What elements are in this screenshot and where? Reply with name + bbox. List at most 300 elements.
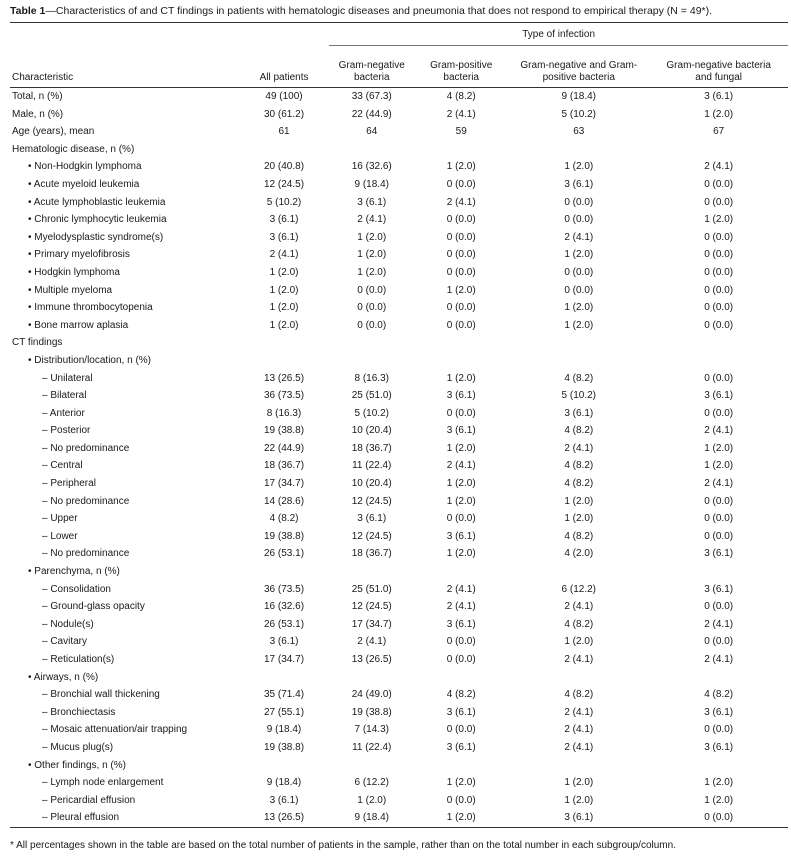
table-row — [10, 334, 788, 352]
row-value: 8 (16.3) — [266, 407, 302, 419]
table-row — [10, 563, 788, 581]
row-value: 2 (4.1) — [564, 741, 594, 753]
table-row — [10, 704, 788, 722]
row-value — [508, 757, 649, 775]
row-label: Age (years), mean — [12, 126, 95, 138]
row-label: – Bilateral — [42, 390, 87, 402]
row-value: 12 (24.5) — [351, 601, 392, 613]
row-value: 16 (32.6) — [264, 601, 305, 613]
table-row — [10, 651, 788, 669]
row-value: 2 (4.1) — [269, 249, 299, 261]
row-value: 0 (0.0) — [357, 302, 387, 314]
row-value: 0 (0.0) — [446, 513, 476, 525]
table-row — [10, 475, 788, 493]
row-value: 19 (38.8) — [264, 425, 305, 437]
row-label: – Bronchiectasis — [42, 706, 116, 718]
row-value: 19 (38.8) — [351, 706, 392, 718]
row-label: • Myelodysplastic syndrome(s) — [28, 231, 164, 243]
row-value: 0 (0.0) — [704, 495, 734, 507]
table-caption — [10, 4, 712, 18]
table-row — [10, 387, 788, 405]
row-label: • Parenchyma, n (%) — [28, 566, 120, 578]
row-label: Hematologic disease, n (%) — [12, 143, 135, 155]
row-value: 0 (0.0) — [446, 654, 476, 665]
table-label: Table 1 — [10, 5, 46, 17]
row-value: 1 (2.0) — [564, 302, 594, 314]
row-value: 0 (0.0) — [704, 601, 734, 613]
gram-negative-header: Gram-negative bacteria — [329, 46, 414, 88]
row-value: 0 (0.0) — [357, 319, 387, 331]
table-row — [10, 457, 788, 475]
row-value: 33 (67.3) — [351, 91, 392, 102]
row-value: 24 (49.0) — [351, 689, 392, 701]
row-value: 1 (2.0) — [564, 319, 594, 331]
row-label: – Cavitary — [42, 636, 88, 648]
table-row — [10, 141, 788, 159]
row-value: 0 (0.0) — [564, 196, 594, 208]
row-label: CT findings — [12, 337, 63, 349]
row-value: 17 (34.7) — [264, 654, 305, 665]
row-value: 2 (4.1) — [564, 442, 594, 454]
row-value: 4 (8.2) — [564, 618, 594, 630]
row-value: 3 (6.1) — [446, 425, 476, 437]
row-value: 2 (4.1) — [704, 478, 734, 490]
row-value: 4 (8.2) — [446, 689, 476, 701]
row-value — [329, 141, 414, 159]
row-value: 1 (2.0) — [357, 249, 387, 261]
row-value: 26 (53.1) — [264, 618, 305, 630]
row-value: 1 (2.0) — [446, 284, 476, 296]
gram-neg-fungal-header: Gram-negative bacteria and fungal — [649, 46, 788, 88]
row-value: 26 (53.1) — [264, 548, 305, 560]
row-value: 1 (2.0) — [446, 548, 476, 560]
row-value: 0 (0.0) — [564, 266, 594, 278]
row-value: 1 (2.0) — [704, 108, 734, 120]
row-value: 2 (4.1) — [357, 214, 387, 226]
table-row — [10, 545, 788, 563]
row-value — [414, 757, 508, 775]
row-label: Total, n (%) — [12, 91, 63, 102]
row-value: 0 (0.0) — [446, 794, 476, 806]
row-label: • Primary myelofibrosis — [28, 249, 130, 261]
table-row — [10, 581, 788, 599]
row-value: 14 (28.6) — [264, 495, 305, 507]
row-value — [414, 352, 508, 370]
table-row — [10, 106, 788, 124]
row-value — [329, 563, 414, 581]
table-row — [10, 370, 788, 388]
row-value: 0 (0.0) — [446, 266, 476, 278]
row-value: 2 (4.1) — [446, 196, 476, 208]
row-value: 3 (6.1) — [564, 407, 594, 419]
row-value: 1 (2.0) — [564, 777, 594, 789]
table-row — [10, 264, 788, 282]
row-value: 2 (4.1) — [446, 601, 476, 613]
row-label: • Hodgkin lymphoma — [28, 266, 120, 278]
row-value — [508, 334, 649, 352]
row-label: • Other findings, n (%) — [28, 759, 126, 771]
table-row — [10, 686, 788, 704]
row-value: 4 (8.2) — [564, 460, 594, 472]
table-row — [10, 422, 788, 440]
row-label: – Mosaic attenuation/air trapping — [42, 724, 188, 736]
row-value: 25 (51.0) — [351, 583, 392, 595]
row-value: 2 (4.1) — [564, 724, 594, 736]
row-value: 0 (0.0) — [446, 636, 476, 648]
row-value: 2 (4.1) — [564, 706, 594, 718]
table-row — [10, 123, 788, 141]
row-label: – Pleural effusion — [42, 812, 120, 824]
row-value: 2 (4.1) — [446, 108, 476, 120]
row-value: 4 (8.2) — [704, 689, 734, 701]
row-value: 0 (0.0) — [446, 724, 476, 736]
row-value — [239, 334, 329, 352]
row-value: 0 (0.0) — [704, 319, 734, 331]
row-value: 1 (2.0) — [446, 442, 476, 454]
row-value: 3 (6.1) — [446, 741, 476, 753]
characteristic-header: Characteristic — [12, 72, 74, 83]
row-value: 4 (8.2) — [564, 372, 594, 384]
row-value: 25 (51.0) — [351, 390, 392, 402]
row-value: 0 (0.0) — [357, 284, 387, 296]
row-value: 3 (6.1) — [704, 91, 734, 102]
row-value: 0 (0.0) — [704, 724, 734, 736]
row-value: 10 (20.4) — [351, 478, 392, 490]
row-label: – Consolidation — [42, 583, 111, 595]
row-label: – Nodule(s) — [42, 618, 94, 630]
row-label: – No predominance — [42, 442, 130, 454]
row-value — [508, 563, 649, 581]
row-value: 3 (6.1) — [446, 530, 476, 542]
row-value: 2 (4.1) — [704, 161, 734, 173]
row-value: 9 (18.4) — [354, 812, 389, 824]
row-value: 30 (61.2) — [264, 108, 305, 120]
table-row — [10, 352, 788, 370]
row-value: 0 (0.0) — [704, 284, 734, 296]
row-label: – Upper — [42, 513, 78, 525]
row-label: – Bronchial wall thickening — [42, 689, 160, 701]
row-value: 3 (6.1) — [269, 794, 299, 806]
row-value: 3 (6.1) — [269, 214, 299, 226]
row-value: 18 (36.7) — [351, 548, 392, 560]
row-value: 3 (6.1) — [269, 231, 299, 243]
table-row — [10, 739, 788, 757]
row-value: 0 (0.0) — [564, 214, 594, 226]
row-value: 2 (4.1) — [704, 425, 734, 437]
table-row — [10, 405, 788, 423]
row-value — [329, 352, 414, 370]
row-value: 1 (2.0) — [357, 794, 387, 806]
table-row — [10, 598, 788, 616]
row-value: 9 (18.4) — [266, 724, 302, 736]
row-label: – Peripheral — [42, 478, 96, 490]
row-value: 6 (12.2) — [561, 583, 596, 595]
row-value: 11 (22.4) — [352, 460, 392, 472]
row-value: 0 (0.0) — [446, 249, 476, 261]
row-value — [239, 563, 329, 581]
row-value — [414, 563, 508, 581]
row-value: 1 (2.0) — [564, 161, 594, 173]
row-value: 12 (24.5) — [351, 530, 392, 542]
row-value: 36 (73.5) — [264, 583, 305, 595]
row-value: 0 (0.0) — [446, 214, 476, 226]
row-value: 16 (32.6) — [351, 161, 392, 173]
row-value: 1 (2.0) — [269, 266, 299, 278]
row-label: • Immune thrombocytopenia — [28, 302, 153, 314]
row-value: 3 (6.1) — [446, 618, 476, 630]
row-value — [239, 141, 329, 159]
gram-positive-header: Gram-positive bacteria — [414, 46, 508, 88]
row-value: 5 (10.2) — [561, 108, 596, 120]
row-value: 3 (6.1) — [564, 812, 594, 824]
row-value — [508, 141, 649, 159]
row-value: 0 (0.0) — [446, 178, 476, 190]
row-value: 3 (6.1) — [704, 583, 734, 595]
row-value: 2 (4.1) — [446, 583, 476, 595]
row-value: 1 (2.0) — [446, 372, 476, 384]
row-value: 0 (0.0) — [704, 178, 734, 190]
table-row — [10, 299, 788, 317]
gram-neg-pos-header: Gram-negative and Gram- positive bacteria — [508, 46, 649, 88]
row-value: 1 (2.0) — [704, 460, 734, 472]
table-row — [10, 792, 788, 810]
row-value: 1 (2.0) — [564, 636, 594, 648]
row-value: 4 (8.2) — [564, 530, 594, 542]
row-label: – Mucus plug(s) — [42, 741, 114, 753]
row-value: 17 (34.7) — [264, 478, 305, 490]
row-value: 20 (40.8) — [264, 161, 305, 173]
row-value — [329, 757, 414, 775]
row-value: 1 (2.0) — [357, 266, 387, 278]
row-value: 6 (12.2) — [354, 777, 389, 789]
row-value: 1 (2.0) — [564, 249, 594, 261]
table-row — [10, 246, 788, 264]
row-value: 27 (55.1) — [264, 706, 305, 718]
row-label: – No predominance — [42, 548, 130, 560]
row-value: 13 (26.5) — [264, 372, 305, 384]
row-value — [414, 334, 508, 352]
row-value: 3 (6.1) — [357, 513, 387, 525]
row-value: 9 (18.4) — [354, 178, 389, 190]
row-value: 10 (20.4) — [351, 425, 392, 437]
row-value: 67 — [713, 126, 725, 138]
table-body — [10, 88, 788, 827]
row-label: – Lower — [42, 530, 78, 542]
row-value: 3 (6.1) — [704, 548, 734, 560]
row-value — [649, 757, 788, 775]
type-of-infection-header: Type of infection — [522, 28, 596, 40]
row-value — [239, 352, 329, 370]
row-value: 19 (38.8) — [264, 741, 305, 753]
row-value: 2 (4.1) — [357, 636, 387, 648]
row-value: 1 (2.0) — [269, 302, 299, 314]
row-value: 7 (14.3) — [354, 724, 389, 736]
row-value — [649, 669, 788, 687]
row-value: 1 (2.0) — [704, 794, 734, 806]
row-label: – Anterior — [42, 407, 85, 419]
row-value: 3 (6.1) — [704, 741, 734, 753]
row-value: 64 — [366, 126, 378, 138]
row-label: – Reticulation(s) — [42, 654, 115, 665]
row-value: 8 (16.3) — [354, 372, 389, 384]
row-value: 49 (100) — [265, 91, 303, 102]
row-value: 1 (2.0) — [269, 319, 299, 331]
table-caption-text: —Characteristics of and CT findings in patients with hematologic diseases and pneumonia that does not respond to empirical therapy (N = 49*). — [45, 5, 713, 17]
row-value: 2 (4.1) — [704, 654, 734, 665]
row-value: 0 (0.0) — [704, 231, 734, 243]
row-value: 12 (24.5) — [351, 495, 392, 507]
row-label: – Lymph node enlargement — [42, 777, 164, 789]
row-value: 0 (0.0) — [704, 249, 734, 261]
row-label: • Distribution/location, n (%) — [28, 354, 151, 366]
table-row — [10, 528, 788, 546]
row-value: 0 (0.0) — [446, 319, 476, 331]
row-value: 9 (18.4) — [266, 777, 302, 789]
row-value: 1 (2.0) — [446, 812, 476, 824]
table-row — [10, 176, 788, 194]
row-value: 4 (8.2) — [564, 425, 594, 437]
row-value: 5 (10.2) — [354, 407, 389, 419]
row-value: 1 (2.0) — [446, 161, 476, 173]
row-label: • Acute myeloid leukemia — [28, 178, 140, 190]
row-value: 0 (0.0) — [704, 372, 734, 384]
table-row — [10, 721, 788, 739]
row-value: 4 (8.2) — [269, 513, 299, 525]
row-value: 36 (73.5) — [264, 390, 305, 402]
table-row — [10, 633, 788, 651]
characteristics-table — [10, 22, 788, 828]
row-value: 18 (36.7) — [264, 460, 305, 472]
table-row — [10, 757, 788, 775]
row-value: 1 (2.0) — [564, 495, 594, 507]
row-value: 1 (2.0) — [357, 231, 387, 243]
row-value — [414, 669, 508, 687]
table-row — [10, 229, 788, 247]
row-value: 0 (0.0) — [704, 636, 734, 648]
row-value: 0 (0.0) — [704, 407, 734, 419]
table-row — [10, 510, 788, 528]
row-value: 5 (10.2) — [561, 390, 596, 402]
row-value — [329, 669, 414, 687]
row-label: • Non-Hodgkin lymphoma — [28, 161, 142, 173]
row-value: 0 (0.0) — [446, 407, 476, 419]
row-value: 0 (0.0) — [704, 302, 734, 314]
row-label: – Central — [42, 460, 83, 472]
row-label: • Airways, n (%) — [28, 671, 99, 683]
row-value — [239, 669, 329, 687]
row-value: 2 (4.1) — [704, 618, 734, 630]
row-value — [239, 757, 329, 775]
row-label: • Multiple myeloma — [28, 284, 113, 296]
table-row — [10, 194, 788, 212]
row-value: 22 (44.9) — [351, 108, 392, 120]
table-row — [10, 317, 788, 335]
row-value: 59 — [455, 126, 467, 138]
row-value: 5 (10.2) — [266, 196, 302, 208]
row-label: – Unilateral — [42, 372, 93, 384]
row-value — [508, 352, 649, 370]
row-value: 2 (4.1) — [446, 460, 476, 472]
table-row — [10, 88, 788, 106]
table-row — [10, 282, 788, 300]
row-value: 4 (8.2) — [564, 689, 594, 701]
row-value: 0 (0.0) — [446, 302, 476, 314]
row-value — [649, 141, 788, 159]
row-value — [329, 334, 414, 352]
row-value: 1 (2.0) — [704, 777, 734, 789]
row-value — [508, 669, 649, 687]
table-row — [10, 616, 788, 634]
row-value: 3 (6.1) — [446, 706, 476, 718]
table-footnote: * All percentages shown in the table are based on the total number of patients in the sample, rather than on the total number in each subgroup/column. — [10, 840, 676, 851]
row-value: 22 (44.9) — [264, 442, 305, 454]
table-row — [10, 211, 788, 229]
row-value: 0 (0.0) — [704, 513, 734, 525]
row-value: 1 (2.0) — [704, 214, 734, 226]
row-value: 2 (4.1) — [564, 231, 594, 243]
row-value: 1 (2.0) — [269, 284, 299, 296]
row-value: 0 (0.0) — [704, 812, 734, 824]
all-patients-header: All patients — [259, 72, 309, 83]
table-row — [10, 669, 788, 687]
row-value: 4 (8.2) — [446, 91, 476, 102]
row-value: 2 (4.1) — [564, 654, 594, 665]
row-value: 4 (8.2) — [564, 478, 594, 490]
row-value: 1 (2.0) — [564, 794, 594, 806]
row-label: • Bone marrow aplasia — [28, 319, 129, 331]
row-value: 3 (6.1) — [357, 196, 387, 208]
row-value: 1 (2.0) — [704, 442, 734, 454]
row-label: • Chronic lymphocytic leukemia — [28, 214, 167, 226]
row-value: 17 (34.7) — [351, 618, 392, 630]
row-value: 1 (2.0) — [446, 478, 476, 490]
row-value: 9 (18.4) — [561, 91, 596, 102]
row-value: 3 (6.1) — [446, 390, 476, 402]
table-row — [10, 158, 788, 176]
table-row — [10, 440, 788, 458]
row-value — [649, 352, 788, 370]
row-value: 0 (0.0) — [704, 266, 734, 278]
row-value: 61 — [278, 126, 290, 138]
row-value: 0 (0.0) — [564, 284, 594, 296]
row-value: 1 (2.0) — [564, 513, 594, 525]
row-value: 3 (6.1) — [704, 390, 734, 402]
row-value — [649, 334, 788, 352]
row-label: – Posterior — [42, 425, 91, 437]
row-value: 63 — [573, 126, 585, 138]
row-value: 0 (0.0) — [704, 196, 734, 208]
row-value: 2 (4.1) — [564, 601, 594, 613]
row-value: 18 (36.7) — [351, 442, 392, 454]
row-value — [649, 563, 788, 581]
row-value: 19 (38.8) — [264, 530, 305, 542]
row-value: 3 (6.1) — [564, 178, 594, 190]
row-value: 0 (0.0) — [704, 530, 734, 542]
row-value: 0 (0.0) — [446, 231, 476, 243]
row-value: 11 (22.4) — [352, 741, 392, 753]
row-label: – Ground-glass opacity — [42, 601, 145, 613]
row-value: 13 (26.5) — [351, 654, 392, 665]
row-value: 13 (26.5) — [264, 812, 305, 824]
row-value — [414, 141, 508, 159]
row-value: 3 (6.1) — [704, 706, 734, 718]
table-row — [10, 493, 788, 511]
row-value: 1 (2.0) — [446, 495, 476, 507]
row-label: – No predominance — [42, 495, 130, 507]
row-value: 1 (2.0) — [446, 777, 476, 789]
row-label: Male, n (%) — [12, 108, 64, 120]
row-value: 4 (2.0) — [564, 548, 594, 560]
